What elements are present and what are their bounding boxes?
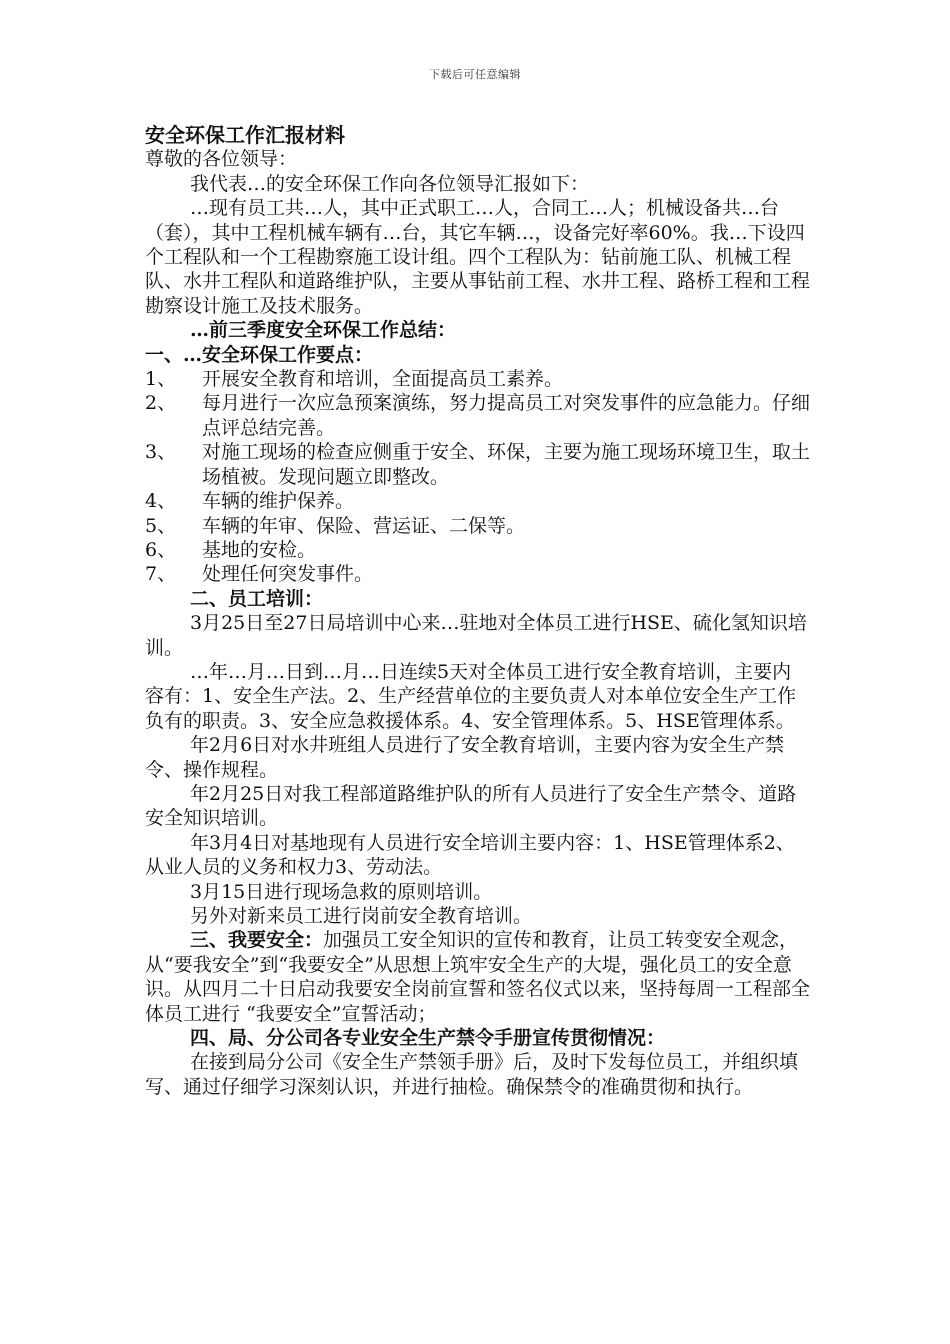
document-title: 安全环保工作汇报材料: [145, 123, 345, 147]
list-item-text: 车辆的年审、保险、营运证、二保等。: [202, 514, 526, 537]
list-item-text: 车辆的维护保养。: [202, 490, 355, 513]
list-item: [145, 440, 810, 489]
training-paragraph: 另外对新来员工进行岗前安全教育培训。: [190, 905, 533, 927]
training-paragraph: …年…月…日到…月…日连续5天对全体员工进行安全教育培训，主要内容有：1、安全生产法。2、生产经营单位的主要负责人对本单位安全生产工作负有的职责。3、安全应急救援体系。4、安全管理体系。5、HSE管理体系。: [145, 660, 797, 732]
list-item-number: 1、: [145, 368, 177, 391]
intro-paragraph: 我代表…的安全环保工作向各位领导汇报如下：: [190, 172, 590, 195]
section3-paragraph: [145, 928, 810, 1026]
section1-heading: 一、…安全环保工作要点：: [145, 343, 374, 366]
section2-heading: 二、员工培训：: [190, 587, 324, 610]
list-item-number: 6、: [145, 538, 177, 561]
section3-text: 加强员工安全知识的宣传和教育，让员工转变安全观念，从“要我安全”到“我要安全”从思想上筑牢安全生产的大堤，强化员工的安全意识。从四月二十日启动我要安全岗前宣誓和签名仪式以来，坚持每周一工程部全体员工进行 “我要安全”宣誓活动；: [145, 929, 811, 1025]
list-item-number: 7、: [145, 563, 177, 586]
document-body: [145, 123, 810, 1099]
training-paragraph: 年3月4日对基地现有人员进行安全培训主要内容：1、HSE管理体系2、从业人员的义务和权力3、劳动法。: [145, 831, 795, 879]
list-item-number: 3、: [145, 441, 177, 464]
list-item-number: 5、: [145, 514, 177, 537]
list-item-text: 开展安全教育和培训，全面提高员工素养。: [202, 368, 564, 391]
list-item: [145, 489, 810, 513]
list-item-number: 4、: [145, 490, 177, 513]
list-item: [145, 391, 810, 440]
training-paragraph: 3月25日至27日局培训中心来…驻地对全体员工进行HSE、硫化氢知识培训。: [145, 612, 807, 659]
training-paragraph: 年2月6日对水井班组人员进行了安全教育培训，主要内容为安全生产禁令、操作规程。: [145, 734, 785, 781]
overview-paragraph: …现有员工共…人，其中正式职工…人，合同工…人；机械设备共…台（套），其中工程机械车辆有…台，其它车辆…，设备完好率60%。我…下设四个工程队和一个工程勘察施工设计组。四个工程队为：钻前施工队、机械工程队、水井工程队和道路维护队，主要从事钻前工程、水井工程、路桥工程和工程勘察设计施工及技术服务。: [145, 197, 811, 317]
header-note: 下载后可任意编辑: [429, 68, 521, 81]
list-item: [145, 367, 810, 391]
list-item-text: 基地的安检。: [202, 538, 317, 561]
list-item-text: 对施工现场的检查应侧重于安全、环保，主要为施工现场环境卫生，取土场植被。发现问题立即整改。: [202, 441, 811, 488]
list-item-text: 处理任何突发事件。: [202, 563, 374, 586]
training-paragraph: 年2月25日对我工程部道路维护队的所有人员进行了安全生产禁令、道路安全知识培训。: [145, 782, 797, 830]
list-item: [145, 538, 810, 562]
summary-heading: …前三季度安全环保工作总结：: [190, 319, 457, 342]
list-item-text: 每月进行一次应急预案演练，努力提高员工对突发事件的应急能力。仔细点评总结完善。: [202, 392, 811, 439]
section1-list: [145, 367, 810, 587]
training-paragraph: 3月15日进行现场急救的原则培训。: [190, 880, 493, 903]
section4-heading: 四、局、分公司各专业安全生产禁令手册宣传贯彻情况：: [190, 1027, 666, 1050]
section4-paragraph: 在接到局分公司《安全生产禁领手册》后，及时下发每位员工，并组织填写、通过仔细学习深刻认识，并进行抽检。确保禁令的准确贯彻和执行。: [145, 1051, 799, 1098]
list-item: [145, 562, 810, 586]
section3-heading: 三、我要安全：: [190, 929, 324, 952]
list-item-number: 2、: [145, 392, 177, 415]
greeting: 尊敬的各位领导：: [145, 148, 298, 171]
list-item: [145, 514, 810, 538]
